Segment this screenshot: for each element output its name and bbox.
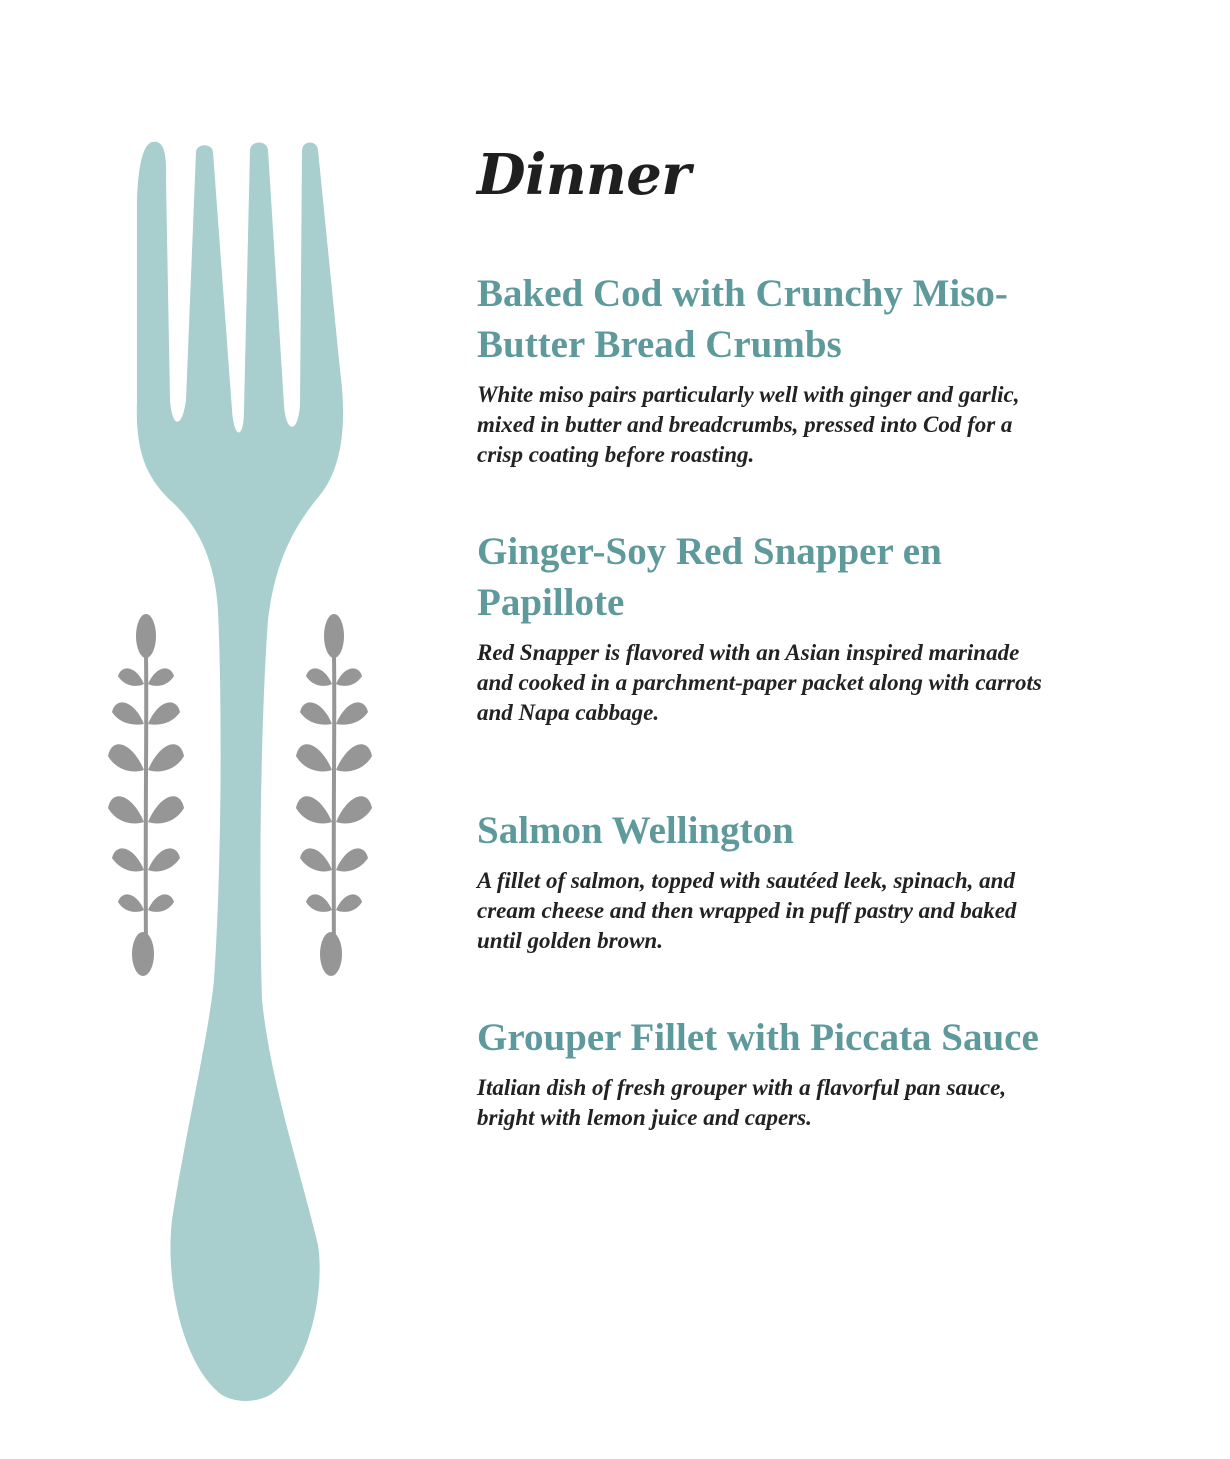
- menu-item-name: Ginger-Soy Red Snapper en Papillote: [477, 530, 942, 624]
- fork-icon: [137, 142, 343, 1401]
- menu-item-description: Red Snapper is flavored with an Asian inspired marinade and cooked in a parchment-paper packet along with carrots and Napa cabbage.: [477, 640, 1042, 725]
- menu-item: [477, 526, 1047, 728]
- leaf-sprig-icon: [108, 614, 184, 976]
- leaf-sprig-icon: [296, 614, 372, 976]
- menu-item: [477, 1012, 1047, 1133]
- menu-item-name: Grouper Fillet with Piccata Sauce: [477, 1016, 1039, 1059]
- menu-item: [477, 805, 1047, 956]
- menu-item-description: Italian dish of fresh grouper with a flavorful pan sauce, bright with lemon juice and capers.: [477, 1075, 1007, 1130]
- menu-item-name: Baked Cod with Crunchy Miso-Butter Bread Crumbs: [477, 272, 1008, 366]
- menu-item-name: Salmon Wellington: [477, 809, 794, 852]
- page-title: Dinner: [477, 142, 691, 208]
- menu-item-description: A fillet of salmon, topped with sautéed leek, spinach, and cream cheese and then wrapped in puff pastry and baked until golden brown.: [477, 868, 1017, 953]
- menu-content: [477, 140, 1077, 1130]
- decoration-panel: [0, 0, 420, 1459]
- menu-item: [477, 268, 1047, 470]
- menu-item-description: White miso pairs particularly well with ginger and garlic, mixed in butter and breadcrumbs, pressed into Cod for a crisp coating before roasting.: [477, 382, 1020, 467]
